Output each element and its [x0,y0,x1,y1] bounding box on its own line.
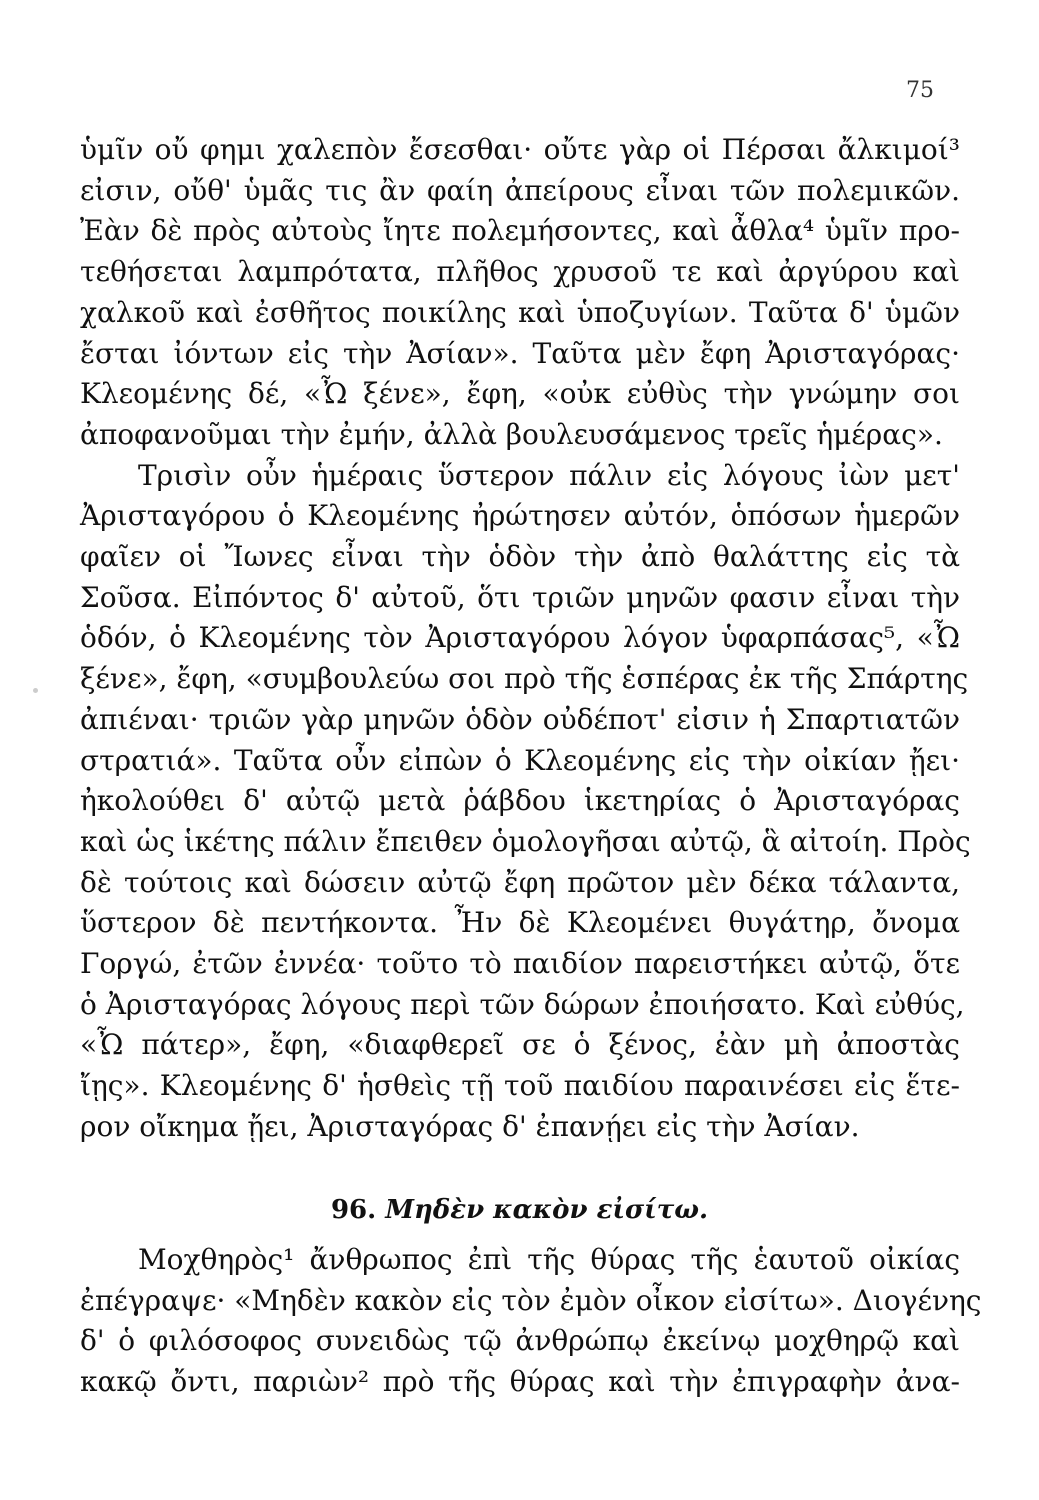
passage-text [80,130,971,1148]
text-line: ὁδόν, ὁ Κλεομένης τὸν Ἀρισταγόρου λόγον ὑφαρπάσας⁵, «Ὦ [80,621,960,655]
text-line: ἀπιέναι· τριῶν γὰρ μηνῶν ὁδὸν οὐδέποτ' εἰσιν ἡ Σπαρτιατῶν [80,702,960,736]
text-line: Κλεομένης δέ, «Ὦ ξένε», ἔφη, «οὐκ εὐθὺς τὴν γνώμην σοι [80,377,960,411]
text-line: στρατιά». Ταῦτα οὖν εἰπὼν ὁ Κλεομένης εἰς τὴν οἰκίαν ᾔει· [80,743,960,777]
text-line: Τρισὶν οὖν ἡμέραις ὕστερον πάλιν εἰς λόγους ἰὼν μετ' [138,458,960,492]
text-line: ὕστερον δὲ πεντήκοντα. Ἦν δὲ Κλεομένει θυγάτηρ, ὄνομα [80,906,960,940]
text-line: ρον οἴκημα ᾔει, Ἀρισταγόρας δ' ἐπανῄει εἰς τὴν Ἀσίαν. [80,1109,860,1143]
text-line: ἠκολούθει δ' αὐτῷ μετὰ ῥάβδου ἱκετηρίας ὁ Ἀρισταγόρας [80,784,960,818]
text-line: Μοχθηρὸς¹ ἄνθρωπος ἐπὶ τῆς θύρας τῆς ἑαυτοῦ οἰκίας [138,1243,960,1276]
section-text [80,1240,982,1403]
text-line: ἔσται ἰόντων εἰς τὴν Ἀσίαν». Ταῦτα μὲν ἔφη Ἀρισταγόρας· [80,336,960,370]
text-line: τεθήσεται λαμπρότατα, πλῆθος χρυσοῦ τε καὶ ἀργύρου καὶ [80,255,960,289]
text-line: «Ὦ πάτερ», ἔφη, «διαφθερεῖ σε ὁ ξένος, ἐὰν μὴ ἀποστὰς [80,1028,960,1062]
dot-mark [33,688,38,693]
text-line: ξένε», ἔφη, «συμβουλεύω σοι πρὸ τῆς ἑσπέρας ἐκ τῆς Σπάρτης [80,662,969,696]
page-number: 75 [906,78,934,103]
text-line: ἀποφανοῦμαι τὴν ἐμήν, ἀλλὰ βουλευσάμενος τρεῖς ἡμέρας». [80,417,943,451]
text-line: εἰσιν, οὔθ' ὑμᾶς τις ἂν φαίη ἀπείρους εἶναι τῶν πολεμικῶν. [80,173,960,207]
text-line: Ἀρισταγόρου ὁ Κλεομένης ἠρώτησεν αὐτόν, ὁπόσων ἡμερῶν [80,499,960,533]
text-line: καὶ ὡς ἱκέτης πάλιν ἔπειθεν ὁμολογῆσαι αὐτῷ, ἃ αἰτοίη. Πρὸς [80,824,971,858]
section-heading [0,1194,1039,1226]
section-number: 96. [330,1195,377,1225]
section-title: Μηδὲν κακὸν εἰσίτω. [385,1195,709,1225]
text-line: φαῖεν οἱ Ἴωνες εἶναι τὴν ὁδὸν τὴν ἀπὸ θαλάττης εἰς τὰ [80,540,960,574]
text-line: Ἐὰν δὲ πρὸς αὐτοὺς ἴητε πολεμήσοντες, καὶ ἆθλα⁴ ὑμῖν προ- [80,214,960,248]
text-line: ἐπέγραψε· «Μηδὲν κακὸν εἰς τὸν ἐμὸν οἶκον εἰσίτω». Διογένης [80,1283,982,1317]
text-line: χαλκοῦ καὶ ἐσθῆτος ποικίλης καὶ ὑποζυγίων. Ταῦτα δ' ὑμῶν [80,295,960,329]
text-line: ὑμῖν οὔ φημι χαλεπὸν ἔσεσθαι· οὔτε γὰρ οἱ Πέρσαι ἄλκιμοί³ [80,133,960,166]
text-line: δὲ τούτοις καὶ δώσειν αὐτῷ ἔφη πρῶτον μὲν δέκα τάλαντα, [80,865,960,899]
text-line: Γοργώ, ἐτῶν ἐννέα· τοῦτο τὸ παιδίον παρειστήκει αὐτῷ, ὅτε [80,947,960,981]
text-line: ὁ Ἀρισταγόρας λόγους περὶ τῶν δώρων ἐποιήσατο. Καὶ εὐθύς, [80,987,965,1021]
text-line: δ' ὁ φιλόσοφος συνειδὼς τῷ ἀνθρώπῳ ἐκείνῳ μοχθηρῷ καὶ [80,1324,960,1358]
text-line: ἴῃς». Κλεομένης δ' ἡσθεὶς τῇ τοῦ παιδίου παραινέσει εἰς ἕτε- [80,1069,960,1103]
text-line: κακῷ ὄντι, παριὼν² πρὸ τῆς θύρας καὶ τὴν ἐπιγραφὴν ἀνα- [80,1365,960,1399]
text-line: Σοῦσα. Εἰπόντος δ' αὐτοῦ, ὅτι τριῶν μηνῶν φασιν εἶναι τὴν [80,580,960,614]
